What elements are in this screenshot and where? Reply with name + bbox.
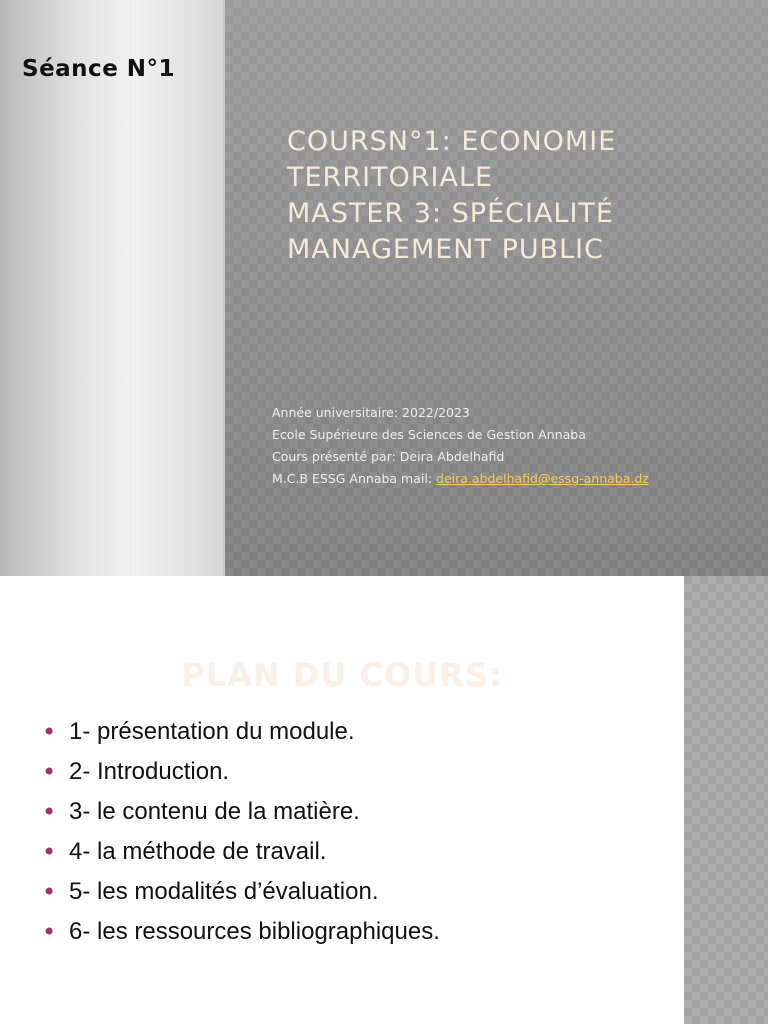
bullet-icon: • <box>42 838 57 866</box>
academic-year: Année universitaire: 2022/2023 <box>272 405 470 420</box>
course-subtitle <box>272 402 752 490</box>
presenter: Cours présenté par: Deira Abdelhafid <box>272 449 505 464</box>
school-name: Ecole Supérieure des Sciences de Gestion Annaba <box>272 427 586 442</box>
plan-slide <box>0 576 768 1024</box>
list-item-text: 4- la méthode de travail. <box>69 838 327 865</box>
bullet-icon: • <box>42 758 57 786</box>
title-line-4: MANAGEMENT PUBLIC <box>287 234 604 265</box>
bullet-icon: • <box>42 798 57 826</box>
left-panel <box>0 0 223 576</box>
list-item-text: 6- les ressources bibliographiques. <box>69 918 440 945</box>
list-item <box>42 916 672 956</box>
title-line-1: COURSN°1: ECONOMIE <box>287 126 617 157</box>
decorative-strip <box>684 576 768 1024</box>
bullet-icon: • <box>42 878 57 906</box>
bullet-icon: • <box>42 718 57 746</box>
bullet-icon: • <box>42 918 57 946</box>
list-item-text: 5- les modalités d’évaluation. <box>69 878 379 905</box>
list-item <box>42 716 672 756</box>
contact-prefix: M.C.B ESSG Annaba mail: <box>272 471 437 486</box>
course-title <box>287 124 747 268</box>
plan-list <box>42 716 672 956</box>
list-item-text: 1- présentation du module. <box>69 718 355 745</box>
title-line-2: TERRITORIALE <box>287 162 494 193</box>
list-item <box>42 796 672 836</box>
plan-title: PLAN DU COURS: <box>181 656 503 694</box>
list-item-text: 3- le contenu de la matière. <box>69 798 360 825</box>
title-line-3: MASTER 3: SPÉCIALITÉ <box>287 198 614 229</box>
list-item <box>42 836 672 876</box>
session-label: Séance N°1 <box>22 56 176 82</box>
list-item <box>42 756 672 796</box>
email-link[interactable]: deira.abdelhafid@essg-annaba.dz <box>436 471 649 486</box>
list-item <box>42 876 672 916</box>
contact-line <box>272 468 752 490</box>
list-item-text: 2- Introduction. <box>69 758 230 785</box>
